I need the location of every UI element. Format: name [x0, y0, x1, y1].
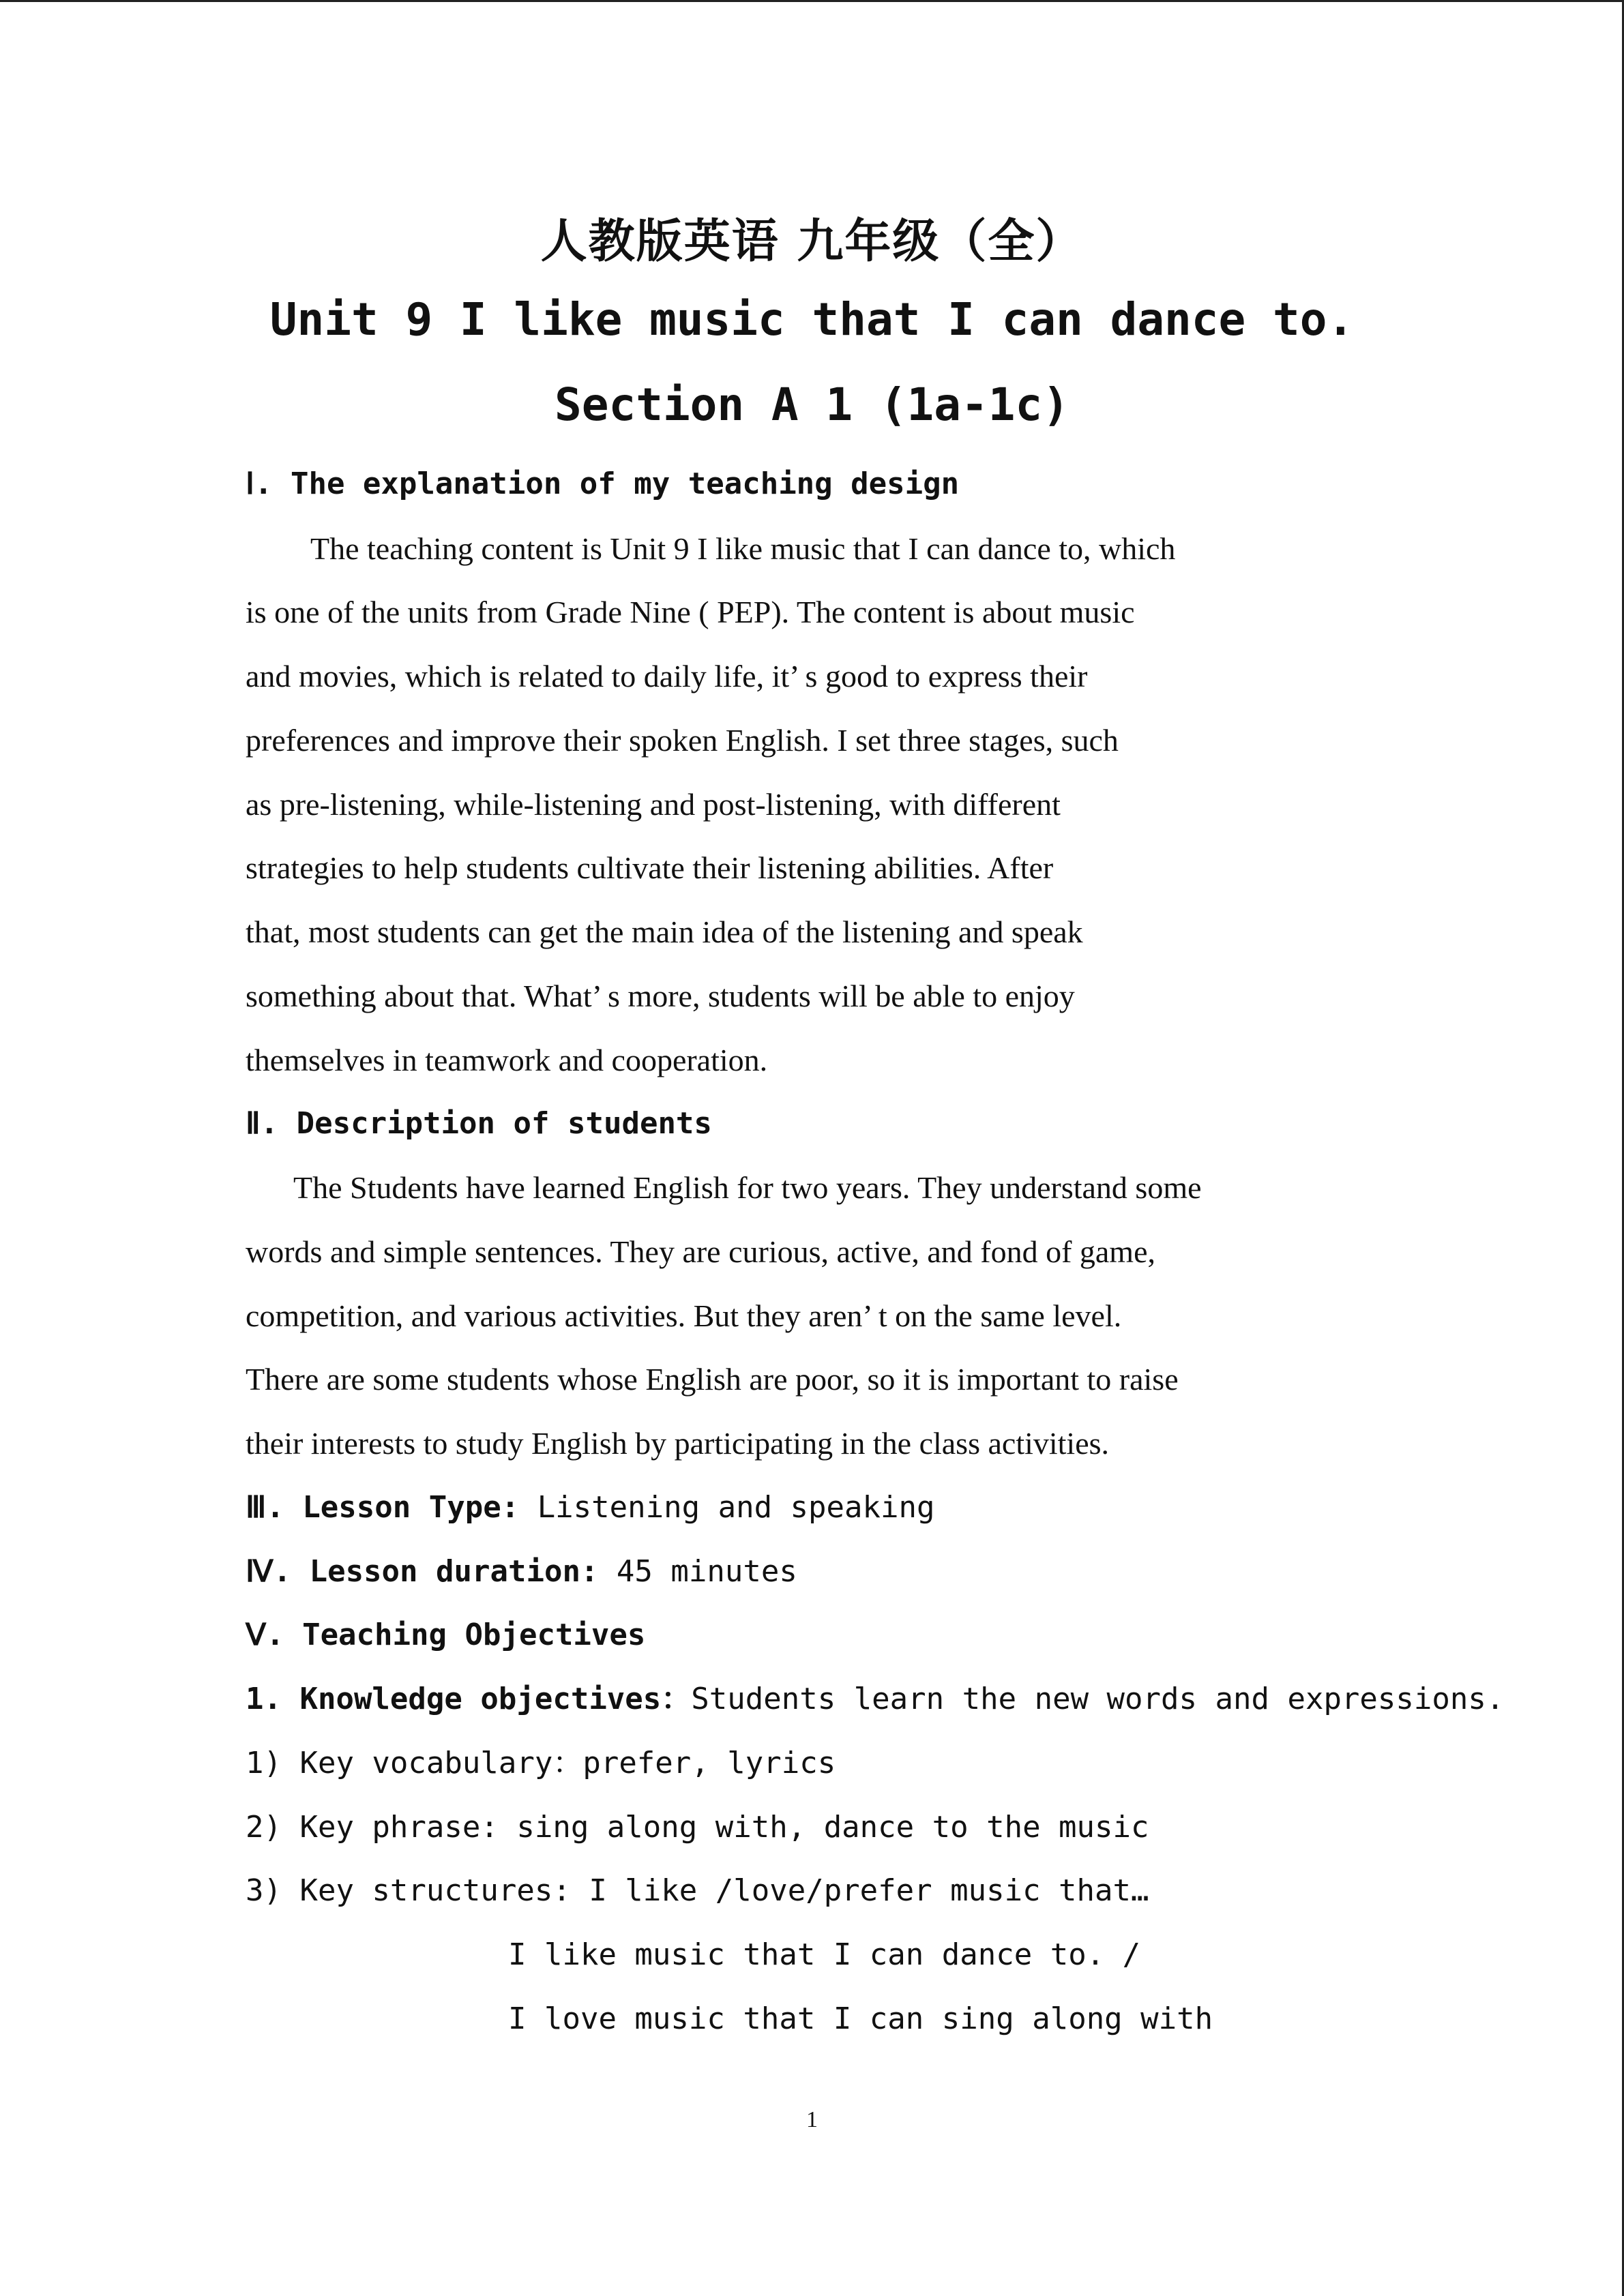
key-vocabulary-line: 1) Key vocabulary：prefer, lyrics — [246, 1746, 836, 1780]
paragraph-line: There are some students whose English are poor, so it is important to raise — [246, 1362, 1179, 1397]
structure-example: I like music that I can dance to. / — [508, 1937, 1141, 1972]
paragraph-line: competition, and various activities. But they aren’ t on the same level. — [246, 1298, 1122, 1333]
lesson-duration-value: 45 minutes — [598, 1554, 797, 1589]
paragraph-line: as pre-listening, while-listening and post-listening, with different — [246, 787, 1061, 822]
heading-teaching-design: Ⅰ. The explanation of my teaching design — [246, 466, 960, 501]
heading-teaching-objectives: Ⅴ. Teaching Objectives — [246, 1617, 646, 1652]
lesson-type-value: Listening and speaking — [519, 1490, 935, 1525]
paragraph-line: something about that. What’ s more, students will be able to enjoy — [246, 979, 1075, 1013]
paragraph-line: that, most students can get the main idea of the listening and speak — [246, 914, 1083, 949]
paragraph-line: themselves in teamwork and cooperation. — [246, 1043, 768, 1077]
key-phrase-line: 2) Key phrase: sing along with, dance to the music — [246, 1810, 1149, 1845]
knowledge-objectives-value: Students learn the new words and expressions. — [691, 1682, 1505, 1716]
knowledge-objectives-label: 1. Knowledge objectives： — [246, 1682, 692, 1716]
title-chinese: 人教版英语 九年级（全） — [540, 215, 1084, 269]
paragraph-line: is one of the units from Grade Nine ( PEP). The content is about music — [246, 595, 1135, 629]
paragraph-line: strategies to help students cultivate their listening abilities. After — [246, 850, 1054, 885]
paragraph-line: preferences and improve their spoken English. I set three stages, such — [246, 723, 1119, 758]
paragraph-line: words and simple sentences. They are curious, active, and fond of game, — [246, 1234, 1155, 1269]
title-section: Section A 1 (1a-1c) — [555, 378, 1069, 431]
lesson-type-label: Ⅲ. Lesson Type: — [246, 1490, 520, 1525]
page-number: 1 — [806, 2107, 818, 2132]
title-unit: Unit 9 I like music that I can dance to. — [269, 293, 1355, 346]
paragraph-line: and movies, which is related to daily life, it’ s good to express their — [246, 659, 1088, 694]
key-structures-line: 3) Key structures: I like /love/prefer music that… — [246, 1873, 1149, 1908]
lesson-duration-label: Ⅳ. Lesson duration: — [246, 1554, 599, 1589]
heading-description-students: Ⅱ. Description of students — [246, 1106, 712, 1141]
lesson-duration-line — [246, 1551, 1378, 1592]
knowledge-objectives-line — [246, 1679, 1505, 1720]
paragraph-line: their interests to study English by participating in the class activities. — [246, 1426, 1110, 1461]
paragraph-line: The teaching content is Unit 9 I like music that I can dance to, which — [310, 531, 1176, 566]
lesson-type-line — [246, 1487, 1378, 1528]
paragraph-line: The Students have learned English for two years. They understand some — [293, 1170, 1202, 1205]
structure-example: I love music that I can sing along with — [508, 2001, 1213, 2036]
